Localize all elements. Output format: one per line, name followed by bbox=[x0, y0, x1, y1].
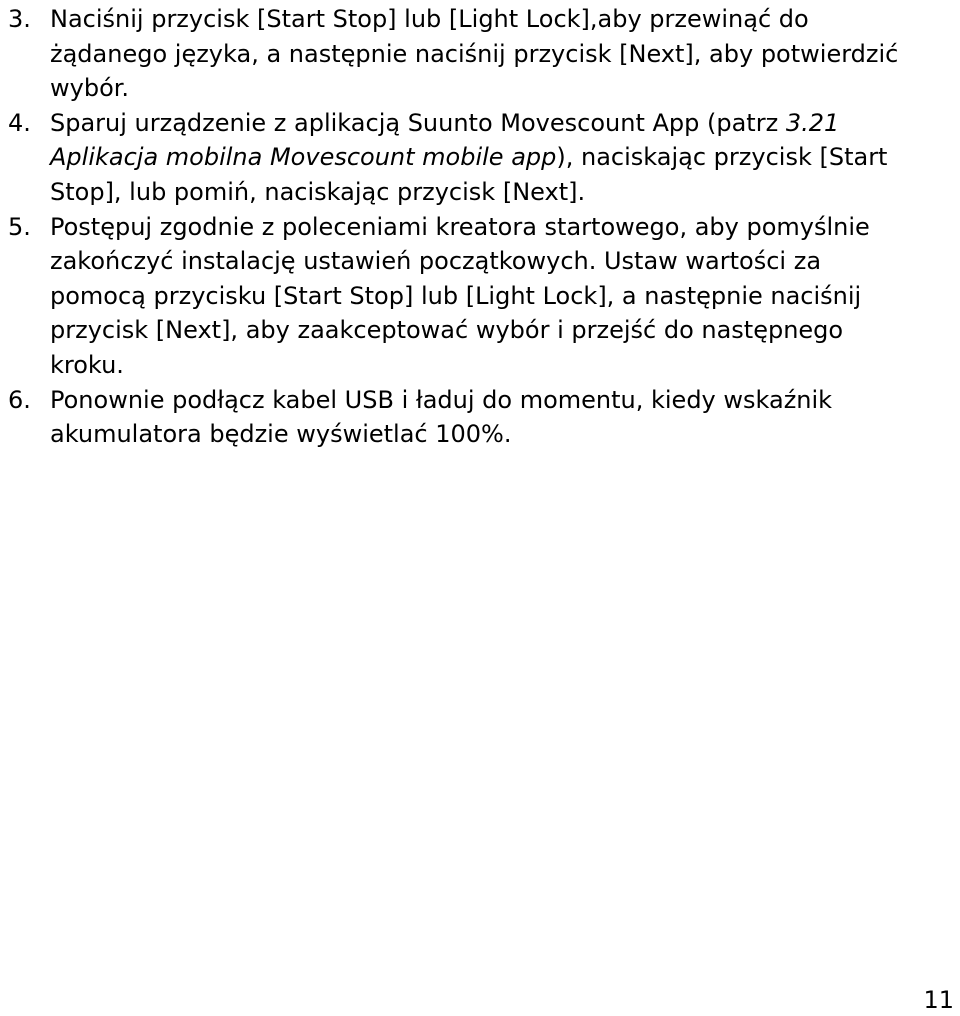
step-6 bbox=[8, 383, 908, 452]
step-text-before-link: Sparuj urządzenie z aplikacją Suunto Movescount App (patrz bbox=[50, 108, 786, 137]
page-number: 11 bbox=[923, 986, 954, 1014]
step-text-after-link: ), naciskając przycisk [Start Stop], lub pomiń, naciskając przycisk [Next]. bbox=[50, 143, 888, 206]
step-number: 5. bbox=[8, 212, 31, 241]
step-4 bbox=[8, 106, 908, 210]
step-text: Naciśnij przycisk [Start Stop] lub [Light Lock],aby przewinąć do żądanego języka, a następnie naciśnij przycisk [Next], aby potwierdzić wybór. bbox=[50, 5, 899, 103]
step-3 bbox=[8, 2, 908, 106]
step-number: 4. bbox=[8, 108, 31, 137]
step-5 bbox=[8, 210, 908, 383]
step-number: 6. bbox=[8, 385, 31, 414]
instruction-list bbox=[8, 2, 908, 452]
step-text bbox=[50, 106, 908, 210]
step-text: Ponownie podłącz kabel USB i ładuj do momentu, kiedy wskaźnik akumulatora będzie wyświetlać 100%. bbox=[50, 385, 833, 449]
step-number: 3. bbox=[8, 5, 31, 33]
step-text: Postępuj zgodnie z poleceniami kreatora startowego, aby pomyślnie zakończyć instalację ustawień początkowych. Ustaw wartości za pomocą przycisku [Start Stop] lub [Light Lock], a następnie naciśnij przycisk [Next], aby zaakceptować wybór i przejść do następnego kroku. bbox=[50, 212, 870, 379]
cross-reference-link[interactable]: 3.21 Aplikacja mobilna Movescount mobile app bbox=[50, 108, 840, 172]
